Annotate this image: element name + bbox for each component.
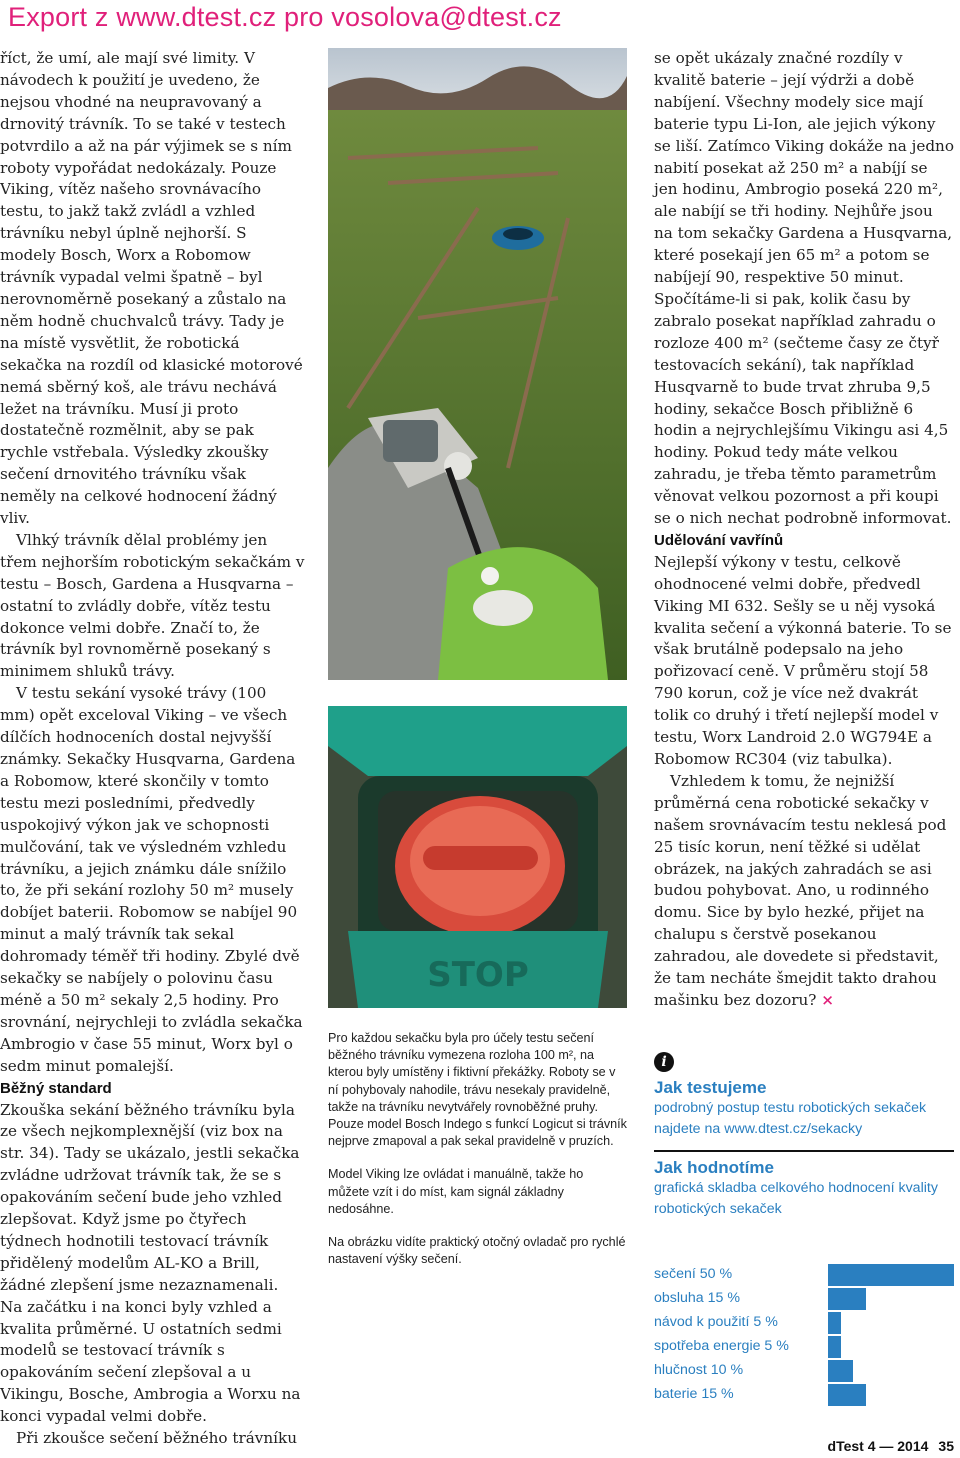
rating-row [654, 1384, 954, 1408]
mower-dial-photo [328, 706, 627, 1008]
rating-bar [828, 1384, 866, 1406]
rating-label: baterie 15 % [654, 1386, 734, 1402]
info-title-rating: Jak hodnotíme [654, 1158, 774, 1177]
caption: Model Viking lze ovládat i manuálně, takže ho můžete vzít i do míst, kam signál základny nedosáhne. [328, 1167, 584, 1216]
rating-weights-chart [654, 1264, 954, 1408]
end-mark-icon: × [821, 990, 834, 1009]
paragraph: Nejlepší výkony v testu, celkově ohodnocené velmi dobře, předvedl Viking MI 632. Sešly se u něj vysoká kvalita sečení a výkonná baterie. To se však brutálně podepsalo na jeho pořizovací ceně. V průměru stojí 58 790 korun, což je více než dvakrát tolik co druhý i třetí nejlepší model v testu, Worx Landroid 2.0 WG794E a Robomow RC304 (viz tabulka). [654, 552, 952, 768]
rating-label: návod k použití 5 % [654, 1314, 778, 1330]
paragraph: Při zkoušce sečení běžného trávníku [16, 1429, 298, 1448]
rating-row [654, 1360, 954, 1384]
svg-text:STOP: STOP [427, 955, 529, 995]
rating-row [654, 1312, 954, 1336]
paragraph-text: Vzhledem k tomu, že nejnižší průměrná cena robotické sekačky v našem srovnávacím testu neklesá pod 25 tisíc korun, není těžké si udělat obrázek, na jakých zahradách se asi budou pohybovat. Ano, u rodinného domu. Sice by bylo hezké, přijet na chalupu s čerstvě posekanou zahradou, ale dovedete si představit, že tam necháte šmejdit takto drahou mašinku bez dozoru? [654, 771, 947, 1009]
article-column-right [654, 48, 954, 1012]
section-heading: Běžný standard [0, 1079, 112, 1097]
paragraph: Vlhký trávník dělal problémy jen třem nejhorším robotickým sekačkám v testu – Bosch, Gardena a Husqvarna – ostatní to zvládly dobře, vítěz testu dokonce velmi dobře. Značí to, že trávník byl rovnoměrně posekaný s minimem shluků trávy. [0, 530, 305, 681]
article-column-left [0, 48, 305, 1450]
rating-bar [828, 1312, 841, 1334]
rating-row [654, 1264, 954, 1288]
rating-row [654, 1336, 954, 1360]
rating-label: hlučnost 10 % [654, 1362, 744, 1378]
paragraph [654, 771, 954, 1012]
rating-bar [828, 1264, 954, 1286]
caption: Na obrázku vidíte praktický otočný ovladač pro rychlé nastavení výšky sečení. [328, 1235, 626, 1267]
info-title-testing: Jak testujeme [654, 1078, 767, 1097]
rating-row [654, 1288, 954, 1312]
photo-captions [328, 1030, 628, 1284]
caption: Pro každou sekačku byla pro účely testu sečení běžného trávníku vymezena rozloha 100 m², na kterou byly umístěny i fiktivní překážky. Roboty se v ní pohybovaly nahodile, trávu nesekaly pravidelně, takže na trávníku nevytvářely rovnoběžné pruhy. Pouze model Bosch Indego s funkcí Logicut si trávník nejprve zmapoval a pak sekal pravidelně v pruzích. [328, 1031, 627, 1149]
lawn-test-photo [328, 48, 627, 680]
info-text-rating: grafická skladba celkového hodnocení kvality robotických sekaček [654, 1180, 938, 1217]
paragraph: V testu sekání vysoké trávy (100 mm) opět exceloval Viking – ve všech dílčích hodnoceních dostal nejvyšší známky. Sekačky Husqvarna, Gardena a Robomow, které skončily v tomto testu mezi posledními, předvedly uspokojivý výkon jak ve schopnosti mulčování, tak ve výsledném vzhledu trávníku, a jejich známku dále snížilo to, že při sekání rozlohy 50 m² musely dobíjet baterii. Robomow se nabíjel 90 minut a malý trávník tak sekal dohromady téměř tři hodiny. Zbylé dvě sekačky se nabíjely o polovinu času méně a 50 m² sekaly 2,5 hodiny. Pro srovnání, nejrychleji to zvládla sekačka Ambrogio v čase 55 minut, Worx byl o sedm minut pomalejší. [0, 684, 303, 1075]
rating-label: sečení 50 % [654, 1266, 733, 1282]
export-header: Export z www.dtest.cz pro vosolova@dtest.cz [8, 2, 562, 32]
paragraph: říct, že umí, ale mají své limity. V návodech k použití je uvedeno, že nejsou vhodné na neupravovaný a drnovitý trávník. To se také v testech potvrdilo a až na pár výjimek se s ním roboty vypořádat nedokázaly. Pouze Viking, vítěz našeho srovnávacího testu, to jakž takž zvládl a vzhled trávníku nebyl úplně nejhorší. S modely Bosch, Worx a Robomow trávník vypadal velmi špatně – byl nerovnoměrně posekaný a zůstalo na něm hodně chuchvalců trávy. Tady je na místě vysvětlit, že robotická sekačka na rozdíl od klasické motorové nemá sběrný koš, ale trávu nechává ležet na trávníku. Musí ji proto dostatečně rozmělnit, aby se pak rychle vstřebala. Výsledky zkoušky sečení drnovitého trávníku však neměly na celkové hodnocení žádný vliv. [0, 49, 303, 528]
paragraph: se opět ukázaly značné rozdíly v kvalitě baterie – její výdrži a době nabíjení. Všechny modely sice mají baterie typu Li-Ion, ale jejich výkony se liší. Zatímco Viking dokáže na jedno nabití posekat až 250 m² a nabíjí se jen hodinu, Ambrogio poseká 220 m², ale nabíjí se tři hodiny. Nejhůře jsou na tom sekačky Gardena a Husqvarna, které posekají jen 65 m² a potom se nabíjejí 90, respektive 50 minut. Spočítáme-li si pak, kolik času by zabralo posekat například zahradu o rozloze 400 m² (sečteme časy ze čtyř testovacích sekání), tak například Husqvarně to bude trvat zhruba 9,5 hodiny, sekačce Bosch přibližně 6 hodin a nejrychlejšímu Vikingu asi 4,5 hodiny. Pokud tedy máte velkou zahradu, je třeba těmto parametrům věnovat velkou pozornost a při koupi se o nich nechat podrobně informovat. [654, 49, 954, 528]
rating-bar [828, 1336, 841, 1358]
rating-bar [828, 1360, 853, 1382]
info-text-testing: podrobný postup testu robotických sekaček najdete na www.dtest.cz/sekacky [654, 1100, 927, 1137]
section-heading: Udělování vavřínů [654, 531, 784, 549]
magazine-brand: dTest 4 — 2014 [827, 1438, 929, 1454]
paragraph: Zkouška sekání běžného trávníku byla ze všech nejkomplexnější (viz box na str. 34). Tady se ukázalo, jestli sekačka zvládne udržovat trávník tak, že se s opakováním sečení bude jeho vzhled zlepšovat. Když jsme po čtyřech týdnech hodnotili testovací trávník přidělený modelům AL-KO a Brill, žádné zlepšení jsme nezaznamenali. Na začátku i na konci byly vzhled a kvalita průměrné. U ostatních sedmi modelů se testovací trávník s opakováním sečení zlepšoval a u Vikingu, Bosche, Ambrogia a Worxu na konci vypadal velmi dobře. [0, 1100, 301, 1426]
page-number: 35 [938, 1438, 954, 1454]
rating-bar [828, 1288, 866, 1310]
rating-label: spotřeba energie 5 % [654, 1338, 789, 1354]
divider [654, 1150, 954, 1152]
rating-label: obsluha 15 % [654, 1290, 740, 1306]
info-box [654, 1052, 954, 1220]
info-icon: i [654, 1052, 674, 1072]
page-footer [828, 1438, 954, 1454]
